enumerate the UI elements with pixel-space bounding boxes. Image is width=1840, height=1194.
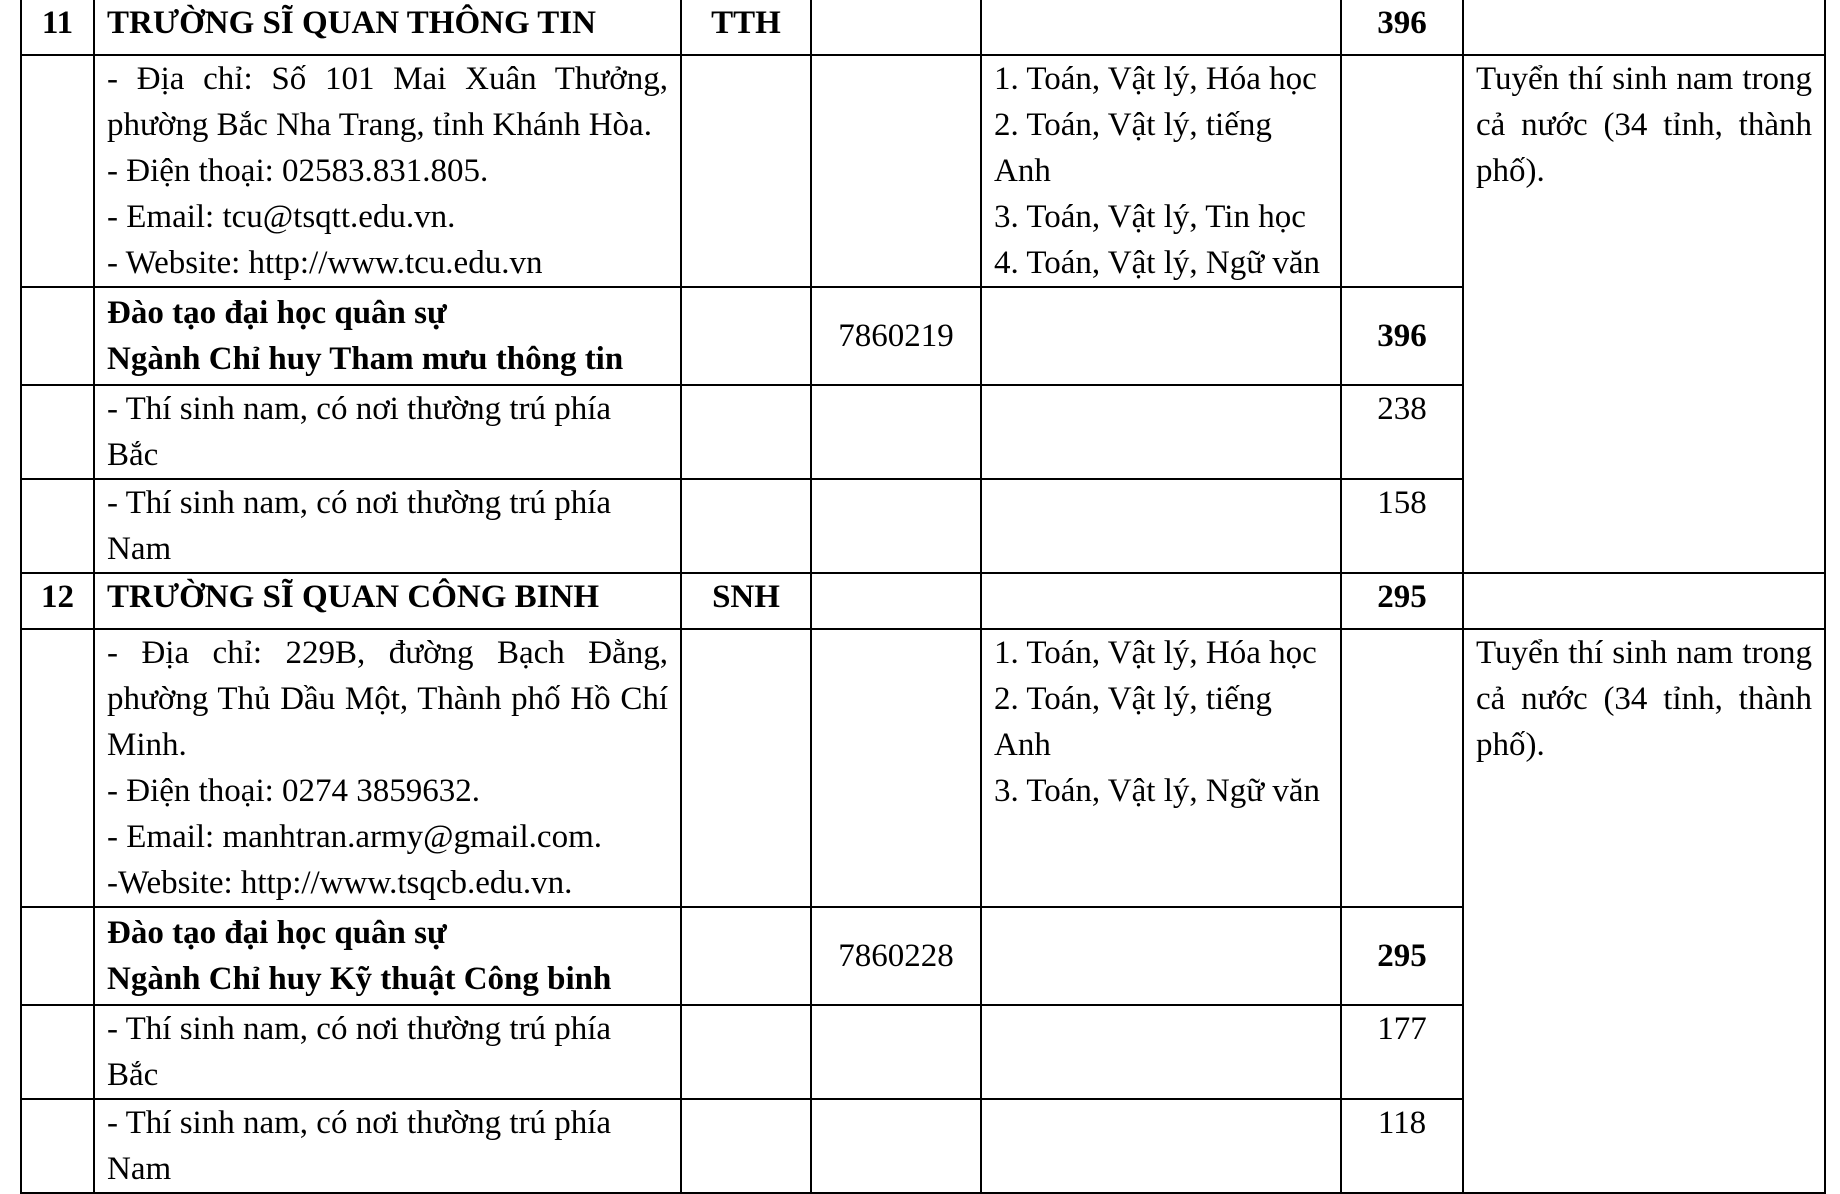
program-line-1: Đào tạo đại học quân sự: [107, 295, 447, 331]
phone-line: - Điện thoại: 02583.831.805.: [107, 153, 489, 189]
website-line: - Website: http://www.tcu.edu.vn: [107, 245, 543, 281]
quota-value: 118: [1341, 1099, 1463, 1193]
subject-combinations: [981, 55, 1341, 287]
subject-combination: 3. Toán, Vật lý, Ngữ văn: [994, 773, 1320, 809]
address-line: - Địa chỉ: 229B, đường Bạch Đằng, phường Thủ Dầu Một, Thành phố Hồ Chí Minh.: [107, 635, 668, 763]
admission-table: [20, 0, 1826, 1194]
school-name: TRƯỜNG SĨ QUAN THÔNG TIN: [94, 0, 681, 55]
school-info-row: [21, 629, 1825, 907]
quota-label: - Thí sinh nam, có nơi thường trú phía Nam: [94, 479, 681, 573]
quota-value: 158: [1341, 479, 1463, 573]
school-number: 11: [21, 0, 94, 55]
quota-label: - Thí sinh nam, có nơi thường trú phía Bắc: [94, 1005, 681, 1099]
subject-combination: 1. Toán, Vật lý, Hóa học: [994, 61, 1317, 97]
school-code: TTH: [681, 0, 811, 55]
major-code: 7860228: [811, 907, 981, 1005]
website-line: -Website: http://www.tsqcb.edu.vn.: [107, 865, 573, 901]
subject-combinations: [981, 629, 1341, 907]
email-line: - Email: tcu@tsqtt.edu.vn.: [107, 199, 456, 235]
phone-line: - Điện thoại: 0274 3859632.: [107, 773, 481, 809]
school-row: [21, 573, 1825, 629]
program-line-2: Ngành Chỉ huy Kỹ thuật Công binh: [107, 961, 612, 997]
subject-combination: 3. Toán, Vật lý, Tin học: [994, 199, 1306, 235]
program-line-1: Đào tạo đại học quân sự: [107, 915, 447, 951]
address-line: - Địa chỉ: Số 101 Mai Xuân Thưởng, phường Bắc Nha Trang, tỉnh Khánh Hòa.: [107, 61, 668, 143]
subject-combination: 4. Toán, Vật lý, Ngữ văn: [994, 245, 1320, 281]
contact-info: [94, 55, 681, 287]
subject-combination: 1. Toán, Vật lý, Hóa học: [994, 635, 1317, 671]
school-code: SNH: [681, 573, 811, 629]
major-code: 7860219: [811, 287, 981, 385]
subject-combination: 2. Toán, Vật lý, tiếng Anh: [994, 107, 1272, 189]
quota-label: - Thí sinh nam, có nơi thường trú phía Nam: [94, 1099, 681, 1193]
email-line: - Email: manhtran.army@gmail.com.: [107, 819, 602, 855]
school-row: [21, 0, 1825, 55]
program-quota: 396: [1341, 287, 1463, 385]
program-quota: 295: [1341, 907, 1463, 1005]
quota-value: 238: [1341, 385, 1463, 479]
school-total-quota: 295: [1341, 573, 1463, 629]
program-line-2: Ngành Chỉ huy Tham mưu thông tin: [107, 341, 624, 377]
subject-combination: 2. Toán, Vật lý, tiếng Anh: [994, 681, 1272, 763]
school-info-row: [21, 55, 1825, 287]
school-name: TRƯỜNG SĨ QUAN CÔNG BINH: [94, 573, 681, 629]
program-title: [94, 287, 681, 385]
recruitment-note: Tuyển thí sinh nam trong cả nước (34 tỉnh, thành phố).: [1463, 629, 1825, 1193]
quota-value: 177: [1341, 1005, 1463, 1099]
recruitment-note: Tuyển thí sinh nam trong cả nước (34 tỉnh, thành phố).: [1463, 55, 1825, 573]
contact-info: [94, 629, 681, 907]
school-number: 12: [21, 573, 94, 629]
quota-label: - Thí sinh nam, có nơi thường trú phía Bắc: [94, 385, 681, 479]
program-title: [94, 907, 681, 1005]
school-total-quota: 396: [1341, 0, 1463, 55]
